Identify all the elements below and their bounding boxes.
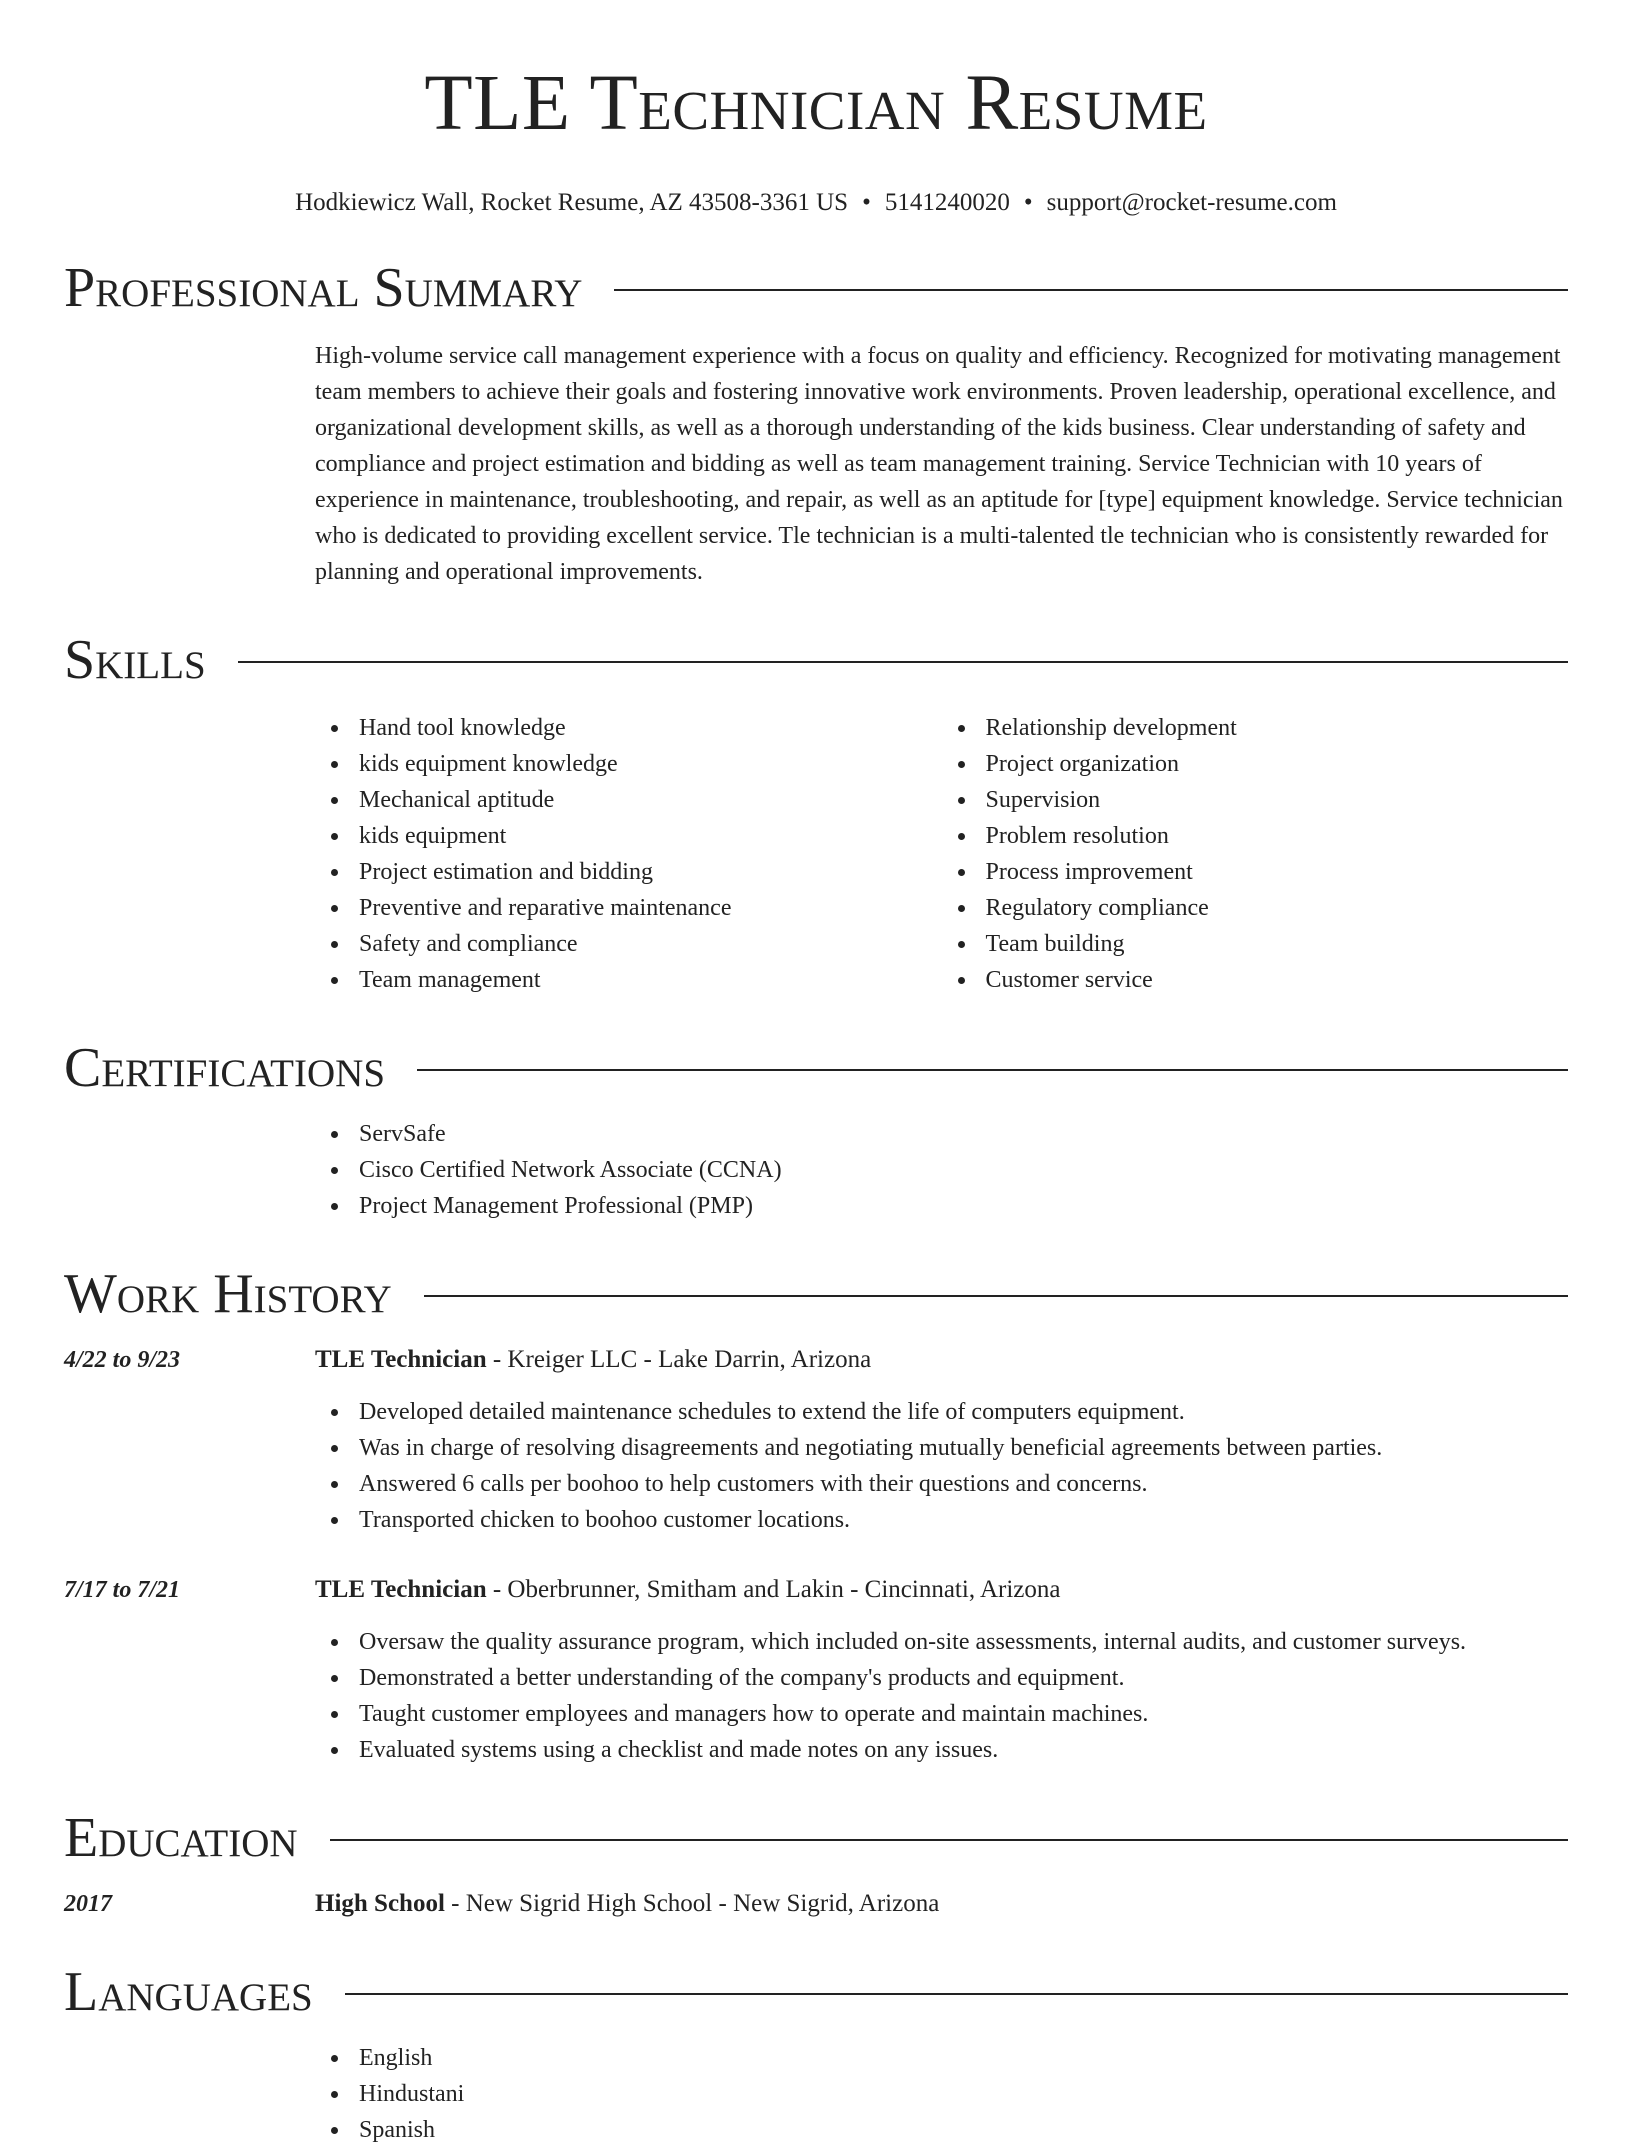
skill-item: Relationship development bbox=[986, 710, 1569, 746]
education-section-header bbox=[64, 1806, 1568, 1870]
languages-block bbox=[315, 2040, 1568, 2148]
contact-separator: • bbox=[862, 189, 871, 216]
contact-separator: • bbox=[1023, 189, 1033, 216]
job-bullet: Taught customer employees and managers how to operate and maintain machines. bbox=[359, 1696, 1568, 1732]
skills-grid bbox=[315, 710, 1568, 998]
education-degree: High School bbox=[315, 1890, 445, 1917]
job-role: TLE Technician bbox=[315, 1346, 487, 1373]
section-divider bbox=[417, 1069, 1568, 1071]
skill-item: Project estimation and bidding bbox=[359, 854, 942, 890]
language-item: English bbox=[359, 2040, 1568, 2076]
education-heading-line bbox=[315, 1886, 939, 1922]
job-bullet: Oversaw the quality assurance program, which included on-site assessments, internal audits, and customer surveys. bbox=[359, 1624, 1568, 1660]
languages-section-header bbox=[64, 1960, 1568, 2024]
skills-section-header bbox=[64, 628, 1568, 692]
skill-item: Supervision bbox=[986, 782, 1569, 818]
resume-title: TLE Technician Resume bbox=[424, 60, 1208, 147]
section-divider bbox=[424, 1295, 1568, 1297]
skill-item: Safety and compliance bbox=[359, 926, 942, 962]
job-heading bbox=[315, 1572, 1060, 1608]
certifications-list bbox=[315, 1116, 1568, 1224]
summary-section-header bbox=[64, 256, 1568, 320]
certifications-block bbox=[315, 1116, 1568, 1224]
certifications-section-header bbox=[64, 1036, 1568, 1100]
job-bullet: Answered 6 calls per boohoo to help customers with their questions and concerns. bbox=[359, 1466, 1568, 1502]
job-bullets bbox=[315, 1394, 1568, 1538]
section-divider bbox=[614, 289, 1568, 291]
skill-item: Project organization bbox=[986, 746, 1569, 782]
skill-item: Regulatory compliance bbox=[986, 890, 1569, 926]
section-divider bbox=[238, 661, 1568, 663]
education-heading: Education bbox=[64, 1807, 298, 1869]
languages-list bbox=[315, 2040, 1568, 2148]
contact-phone: 5141240020 bbox=[884, 189, 1010, 216]
skill-item: kids equipment knowledge bbox=[359, 746, 942, 782]
contact-address: Hodkiewicz Wall, Rocket Resume, AZ 43508-3361 US bbox=[295, 189, 849, 216]
education-year: 2017 bbox=[64, 1891, 112, 1917]
job-bullets bbox=[315, 1624, 1568, 1768]
skill-item: kids equipment bbox=[359, 818, 942, 854]
certification-item: ServSafe bbox=[359, 1116, 1568, 1152]
skill-item: Mechanical aptitude bbox=[359, 782, 942, 818]
skills-list-right bbox=[942, 710, 1569, 998]
skill-item: Problem resolution bbox=[986, 818, 1569, 854]
skill-item: Hand tool knowledge bbox=[359, 710, 942, 746]
skill-item: Team management bbox=[359, 962, 942, 998]
job-heading bbox=[315, 1342, 871, 1378]
job-entry bbox=[64, 1342, 1568, 1378]
job-dates: 7/17 to 7/21 bbox=[64, 1577, 181, 1603]
job-details: - Oberbrunner, Smitham and Lakin - Cincinnati, Arizona bbox=[486, 1576, 1061, 1603]
skills-heading: Skills bbox=[64, 629, 206, 691]
job-dates: 4/22 to 9/23 bbox=[64, 1347, 181, 1373]
skill-item: Customer service bbox=[986, 962, 1569, 998]
job-bullet: Evaluated systems using a checklist and made notes on any issues. bbox=[359, 1732, 1568, 1768]
section-divider bbox=[330, 1839, 1568, 1841]
summary-heading: Professional Summary bbox=[64, 257, 583, 319]
certification-item: Cisco Certified Network Associate (CCNA) bbox=[359, 1152, 1568, 1188]
job-role: TLE Technician bbox=[315, 1576, 487, 1603]
education-entry bbox=[64, 1886, 1568, 1922]
summary-text: High-volume service call management experience with a focus on quality and efficiency. Recognized for motivating management team members to achieve their goals and fostering innovative work environments. Proven leadership, operational excellence, and organizational development skills, as well as a thorough understanding of the kids business. Clear understanding of safety and compliance and project estimation and bidding as well as team management training. Service Technician with 10 years of experience in maintenance, troubleshooting, and repair, as well as an aptitude for [type] equipment knowledge. Service technician who is dedicated to providing excellent service. Tle technician is a multi-talented tle technician who is consistently rewarded for planning and operational improvements. bbox=[315, 343, 1563, 585]
skill-item: Process improvement bbox=[986, 854, 1569, 890]
certification-item: Project Management Professional (PMP) bbox=[359, 1188, 1568, 1224]
contact-email: support@rocket-resume.com bbox=[1046, 189, 1337, 216]
job-details: - Kreiger LLC - Lake Darrin, Arizona bbox=[486, 1346, 872, 1373]
skills-list-left bbox=[315, 710, 942, 998]
job-bullet: Developed detailed maintenance schedules to extend the life of computers equipment. bbox=[359, 1394, 1568, 1430]
job-entry bbox=[64, 1572, 1568, 1608]
section-divider bbox=[345, 1993, 1568, 1995]
skill-item: Team building bbox=[986, 926, 1569, 962]
education-details: - New Sigrid High School - New Sigrid, Arizona bbox=[444, 1890, 940, 1917]
contact-line bbox=[64, 188, 1568, 218]
work-section-header bbox=[64, 1262, 1568, 1326]
job-bullet: Demonstrated a better understanding of the company's products and equipment. bbox=[359, 1660, 1568, 1696]
languages-heading: Languages bbox=[64, 1961, 313, 2023]
job-bullet: Transported chicken to boohoo customer locations. bbox=[359, 1502, 1568, 1538]
certifications-heading: Certifications bbox=[64, 1037, 386, 1099]
job-bullet: Was in charge of resolving disagreements and negotiating mutually beneficial agreements between parties. bbox=[359, 1430, 1568, 1466]
language-item: Spanish bbox=[359, 2112, 1568, 2148]
skill-item: Preventive and reparative maintenance bbox=[359, 890, 942, 926]
work-heading: Work History bbox=[64, 1263, 392, 1325]
language-item: Hindustani bbox=[359, 2076, 1568, 2112]
